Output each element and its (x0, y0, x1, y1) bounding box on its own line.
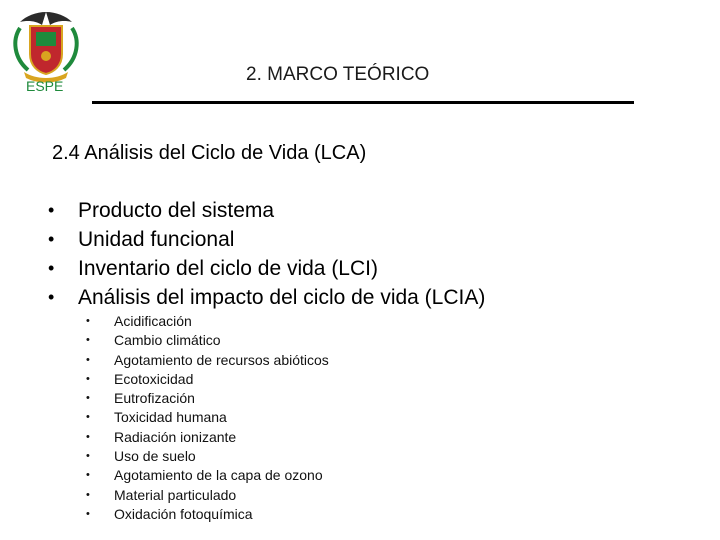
bullet-icon: • (86, 507, 90, 520)
bullet-icon: • (86, 334, 90, 347)
espe-label: ESPE (26, 78, 64, 94)
list-item: • Eutrofización (86, 389, 329, 408)
list-item: • Radiación ionizante (86, 428, 329, 447)
bullet-icon: • (86, 411, 90, 424)
bullet-icon: • (86, 469, 90, 482)
impact-category-list (86, 312, 329, 524)
bullet-icon: • (48, 258, 55, 278)
main-bullet-list (48, 196, 485, 312)
list-item: • Unidad funcional (48, 225, 485, 254)
list-item: • Inventario del ciclo de vida (LCI) (48, 254, 485, 283)
bullet-icon: • (86, 392, 90, 405)
list-item: • Cambio climático (86, 331, 329, 350)
bullet-icon: • (48, 200, 55, 220)
section-heading: 2.4 Análisis del Ciclo de Vida (LCA) (52, 142, 367, 164)
bullet-icon: • (86, 372, 90, 385)
bullet-icon: • (86, 430, 90, 443)
espe-logo-icon (6, 8, 86, 88)
title-underline (92, 101, 634, 104)
bullet-icon: • (86, 353, 90, 366)
list-item: • Producto del sistema (48, 196, 485, 225)
list-item: • Análisis del impacto del ciclo de vida (LCIA) (48, 283, 485, 312)
list-item: • Toxicidad humana (86, 408, 329, 427)
list-item: • Acidificación (86, 312, 329, 331)
bullet-icon: • (86, 488, 90, 501)
list-item: • Oxidación fotoquímica (86, 505, 329, 524)
list-item: • Material particulado (86, 486, 329, 505)
bullet-icon: • (86, 315, 90, 327)
list-item: • Agotamiento de la capa de ozono (86, 466, 329, 485)
bullet-icon: • (48, 287, 55, 307)
bullet-icon: • (86, 450, 90, 463)
list-item: • Uso de suelo (86, 447, 329, 466)
page-title: 2. MARCO TEÓRICO (246, 64, 430, 85)
list-item: • Ecotoxicidad (86, 370, 329, 389)
bullet-icon: • (48, 229, 55, 249)
list-item: • Agotamiento de recursos abióticos (86, 351, 329, 370)
